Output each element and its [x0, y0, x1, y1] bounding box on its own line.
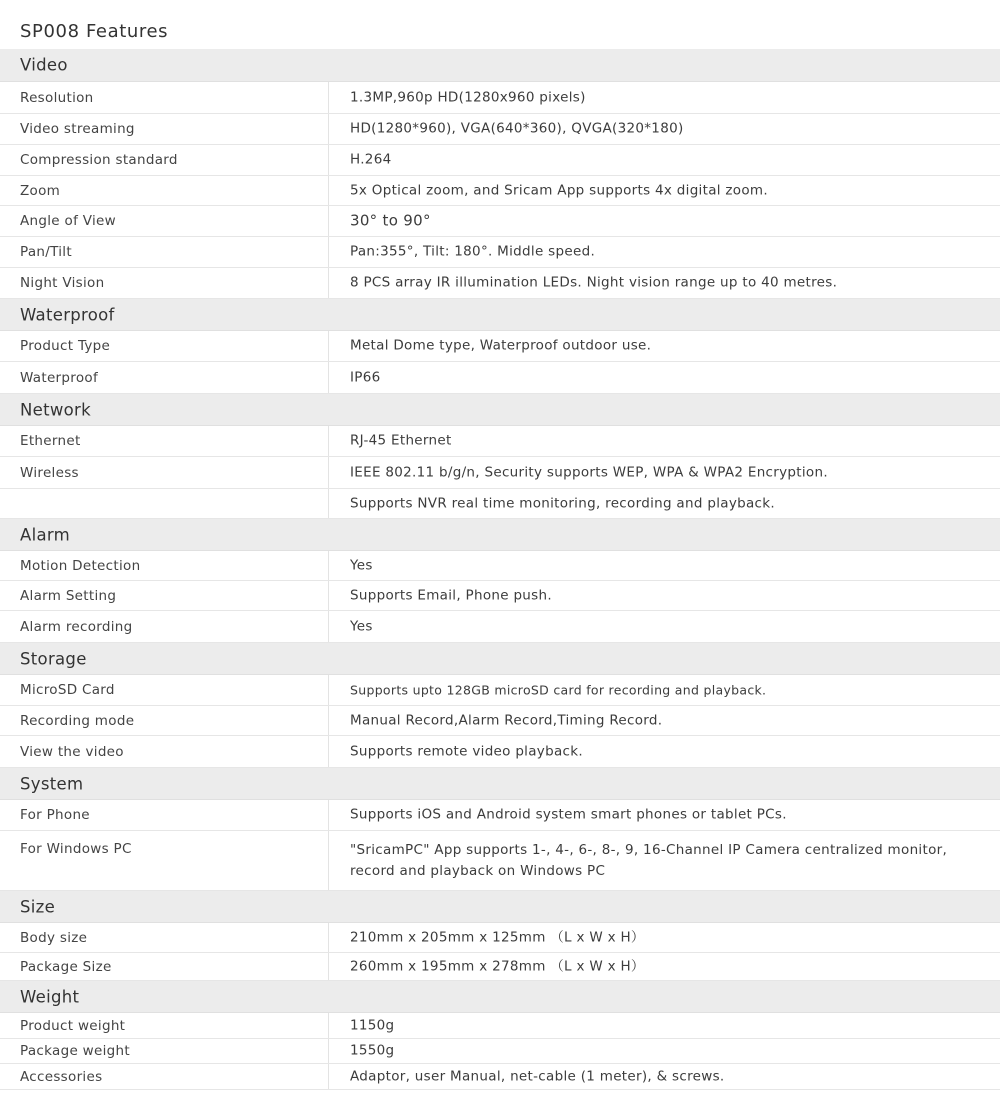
- section-header-alarm: [0, 519, 1000, 551]
- page-title: SP008 Features: [20, 21, 169, 42]
- spec-label: Package Size: [20, 958, 112, 975]
- spec-row: [0, 114, 1000, 145]
- spec-label: Product Type: [20, 338, 111, 354]
- spec-row: [0, 362, 1000, 394]
- section-header-weight: [0, 981, 1000, 1013]
- spec-value: 1.3MP,960p HD(1280x960 pixels): [350, 89, 586, 105]
- spec-value: 8 PCS array IR illumination LEDs. Night vision range up to 40 metres.: [350, 274, 838, 291]
- section-title: Size: [20, 897, 56, 916]
- spec-value: Supports NVR real time monitoring, recording and playback.: [350, 495, 775, 511]
- spec-label: MicroSD Card: [20, 682, 115, 698]
- spec-value: HD(1280*960), VGA(640*360), QVGA(320*180): [350, 120, 684, 137]
- spec-value: Pan:355°, Tilt: 180°. Middle speed.: [350, 243, 596, 260]
- section-header-network: [0, 394, 1000, 426]
- spec-value: RJ-45 Ethernet: [350, 432, 452, 449]
- spec-label: For Windows PC: [20, 841, 132, 857]
- spec-row: [0, 206, 1000, 237]
- section-header-system: [0, 768, 1000, 800]
- spec-row: [0, 1013, 1000, 1039]
- spec-value: IP66: [350, 369, 381, 385]
- spec-value: "SricamPC" App supports 1-, 4-, 6-, 8-, 9, 16-Channel IP Camera centralized monitor, record and playback on Windows PC: [350, 841, 948, 879]
- section-header-storage: [0, 643, 1000, 675]
- spec-value: Yes: [350, 618, 373, 634]
- section-title: System: [20, 774, 84, 793]
- spec-value: 1550g: [350, 1042, 395, 1059]
- spec-row: [0, 176, 1000, 206]
- spec-value: 210mm x 205mm x 125mm （L x W x H）: [350, 929, 645, 945]
- spec-value: H.264: [350, 151, 392, 168]
- spec-label: Angle of View: [20, 213, 116, 229]
- spec-row: [0, 831, 1000, 891]
- spec-value: 260mm x 195mm x 278mm （L x W x H）: [350, 958, 645, 974]
- spec-label: Wireless: [20, 464, 79, 481]
- spec-label: Pan/Tilt: [20, 244, 72, 260]
- spec-value: Supports remote video playback.: [350, 743, 583, 759]
- spec-label: Compression standard: [20, 152, 178, 168]
- spec-label: Alarm recording: [20, 618, 133, 635]
- spec-label: Alarm Setting: [20, 587, 117, 604]
- spec-label: Body size: [20, 929, 88, 946]
- section-title: Video: [20, 55, 68, 75]
- spec-row: [0, 953, 1000, 981]
- spec-row: [0, 611, 1000, 643]
- spec-label: Motion Detection: [20, 557, 141, 574]
- spec-label: Zoom: [20, 182, 61, 199]
- spec-value: Supports upto 128GB microSD card for recording and playback.: [350, 682, 767, 698]
- section-header-size: [0, 891, 1000, 923]
- spec-row: [0, 237, 1000, 268]
- spec-row: [0, 581, 1000, 611]
- section-header-waterproof: [0, 299, 1000, 331]
- spec-row: [0, 82, 1000, 114]
- spec-row: [0, 145, 1000, 176]
- spec-value: Yes: [350, 557, 373, 573]
- section-title: Waterproof: [20, 305, 115, 324]
- spec-value: Manual Record,Alarm Record,Timing Record.: [350, 712, 663, 728]
- section-title: Weight: [20, 987, 80, 1006]
- spec-row: [0, 706, 1000, 736]
- spec-value: 5x Optical zoom, and Sricam App supports 4x digital zoom.: [350, 182, 768, 198]
- section-header-video: [0, 49, 1000, 82]
- spec-row: [0, 457, 1000, 489]
- spec-row: [0, 923, 1000, 953]
- spec-row: [0, 489, 1000, 519]
- spec-value: IEEE 802.11 b/g/n, Security supports WEP, WPA & WPA2 Encryption.: [350, 464, 828, 480]
- spec-label: Waterproof: [20, 369, 99, 386]
- spec-row: [0, 268, 1000, 299]
- spec-value: 1150g: [350, 1017, 395, 1033]
- spec-row: [0, 736, 1000, 768]
- spec-row: [0, 331, 1000, 362]
- spec-row: [0, 800, 1000, 831]
- section-title: Storage: [20, 649, 87, 668]
- spec-row: [0, 426, 1000, 457]
- spec-value: Supports iOS and Android system smart phones or tablet PCs.: [350, 806, 787, 823]
- spec-label: Video streaming: [20, 121, 135, 137]
- spec-row: [0, 675, 1000, 706]
- spec-row: [0, 1039, 1000, 1064]
- section-title: Network: [20, 400, 91, 419]
- spec-label: Accessories: [20, 1068, 103, 1085]
- section-title: Alarm: [20, 525, 71, 544]
- spec-value: 30° to 90°: [350, 211, 431, 230]
- spec-value: Adaptor, user Manual, net-cable (1 meter), & screws.: [350, 1068, 725, 1084]
- spec-row: [0, 551, 1000, 581]
- spec-label: Night Vision: [20, 275, 105, 291]
- spec-label: For Phone: [20, 807, 90, 823]
- spec-label: View the video: [20, 743, 124, 760]
- spec-row: [0, 1064, 1000, 1090]
- spec-value: Metal Dome type, Waterproof outdoor use.: [350, 337, 652, 354]
- spec-label: Ethernet: [20, 433, 81, 449]
- spec-label: Resolution: [20, 89, 94, 106]
- spec-label: Recording mode: [20, 712, 135, 729]
- spec-label: Package weight: [20, 1043, 130, 1059]
- spec-label: Product weight: [20, 1017, 126, 1034]
- spec-value: Supports Email, Phone push.: [350, 587, 552, 603]
